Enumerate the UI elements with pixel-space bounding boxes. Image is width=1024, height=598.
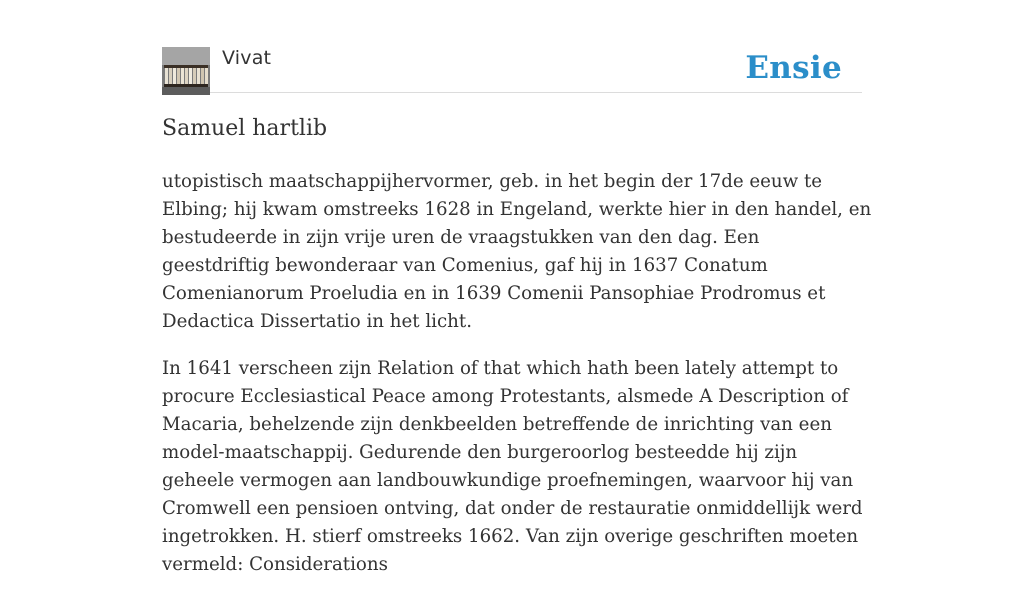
article-paragraph: In 1641 verscheen zijn Relation of that which hath been lately attempt to procure Ecclesiastical Peace among Protestants, alsmede A Description of Macaria, behelzende zijn denkbeelden betreffende de inrichting van een model-maatschappij. Gedurende den burgeroorlog besteedde hij zijn geheele vermogen aan landbouwkundige proefnemingen, waarvoor hij van Cromwell een pensioen ontving, dat onder de restauratie onmiddellijk werd ingetrokken. H. stierf omstreeks 1662. Van zijn overige geschriften moeten vermeld: Considerations — [162, 358, 863, 575]
library-books-photo-icon — [162, 47, 210, 95]
brand-logo[interactable]: Ensie — [745, 50, 842, 86]
header — [162, 44, 862, 93]
avatar[interactable] — [162, 47, 210, 95]
article-title: Samuel hartlib — [162, 116, 328, 141]
article-body — [162, 168, 872, 598]
author-name[interactable]: Vivat — [222, 47, 272, 69]
article-paragraph: utopistisch maatschappijhervormer, geb. in het begin der 17de eeuw te Elbing; hij kwam omstreeks 1628 in Engeland, werkte hier in den handel, en bestudeerde in zijn vrije uren de vraagstukken van den dag. Een geestdriftig bewonderaar van Comenius, gaf hij in 1637 Conatum Comenianorum Proeludia en in 1639 Comenii Pansophiae Prodromus et Dedactica Dissertatio in het licht. — [162, 171, 872, 332]
